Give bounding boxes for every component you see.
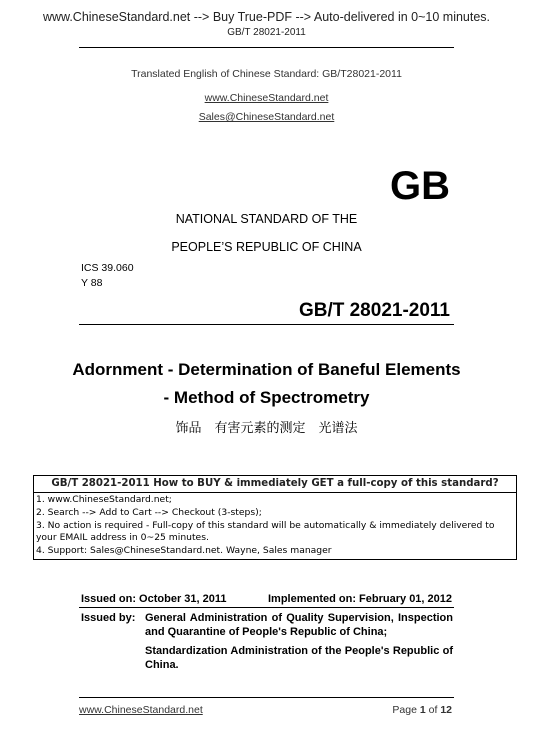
standard-number: GB/T 28021-2011 [298, 300, 450, 321]
site-link[interactable]: www.ChineseStandard.net [204, 92, 329, 104]
title-chinese: 饰品 有害元素的测定 光谱法 [175, 421, 358, 436]
issuer-aqsiq: General Administration of Quality Supervision, Inspection and Quarantine of People's Republic of China; [145, 612, 453, 638]
buy-step: 4. Support: Sales@ChineseStandard.net. Wayne, Sales manager [36, 545, 332, 557]
top-banner: www.ChineseStandard.net --> Buy True-PDF --> Auto-delivered in 0~10 minutes. [42, 10, 491, 24]
buy-instructions-box [33, 475, 517, 560]
ics-code: ICS 39.060 [81, 262, 134, 274]
classification-code: Y 88 [81, 277, 103, 289]
header-rule [79, 47, 454, 48]
footer-rule [79, 697, 454, 698]
gb-mark: GB [390, 164, 450, 208]
footer-site-link[interactable]: www.ChineseStandard.net [79, 704, 203, 716]
page-current: 1 [419, 704, 426, 716]
page-total: 12 [440, 704, 452, 716]
buy-step: 3. No action is required - Full-copy of this standard will be automatically & immediately delivered to [36, 519, 495, 531]
national-standard-line2: PEOPLE’S REPUBLIC OF CHINA [171, 240, 362, 254]
buy-steps-list [34, 493, 516, 558]
translation-line: Translated English of Chinese Standard: GB/T28021-2011 [131, 68, 402, 80]
title-line2: - Method of Spectrometry [163, 388, 370, 407]
buy-step: your EMAIL address in 0~25 minutes. [36, 532, 209, 544]
implemented-on-date: Implemented on: February 01, 2012 [268, 593, 453, 605]
national-standard-line1: NATIONAL STANDARD OF THE [175, 212, 358, 226]
buy-step: 2. Search --> Add to Cart --> Checkout (3-steps); [36, 506, 262, 518]
buy-step: 1. www.ChineseStandard.net; [36, 494, 172, 505]
standard-number-rule [79, 324, 454, 325]
issuer-sac: Standardization Administration of the People's Republic of China. [145, 645, 453, 671]
page-prefix: Page [392, 704, 420, 716]
dates-rule [79, 607, 454, 608]
site-link-container [0, 88, 533, 106]
header-standard-code: GB/T 28021-2011 [227, 27, 306, 38]
email-link-container [0, 107, 533, 125]
title-line1: Adornment - Determination of Baneful Elements [72, 360, 461, 379]
issued-on-date: Issued on: October 31, 2011 [81, 593, 227, 605]
email-link[interactable]: Sales@ChineseStandard.net [198, 111, 335, 123]
page-of: of [425, 704, 441, 716]
buy-box-title: GB/T 28021-2011 How to BUY & immediately GET a full-copy of this standard? [34, 476, 516, 493]
page-indicator [392, 704, 452, 716]
issued-by-label: Issued by: [81, 612, 136, 624]
